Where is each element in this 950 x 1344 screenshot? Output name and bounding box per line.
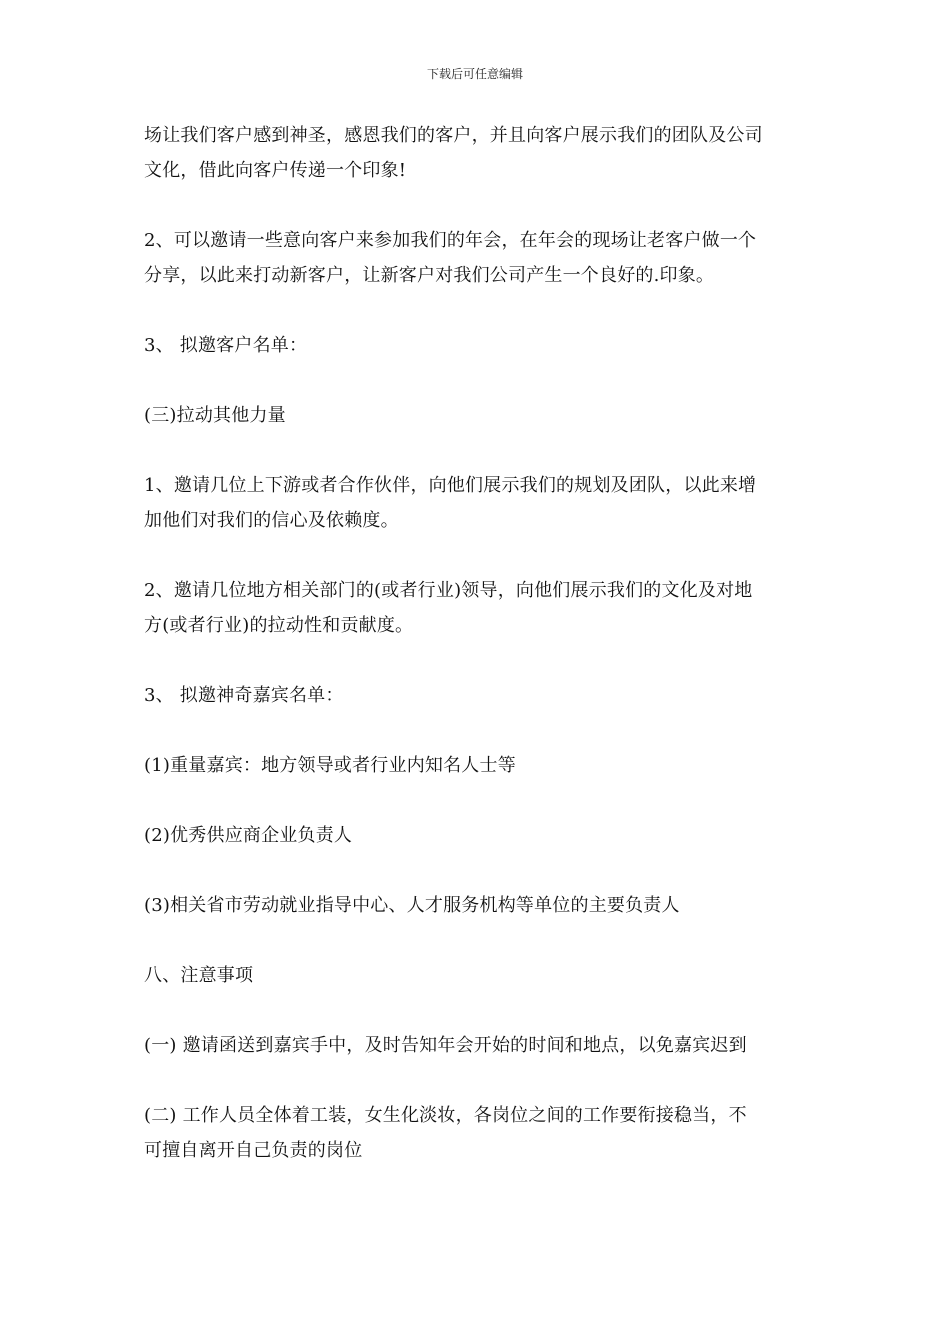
paragraph-7 [144,678,808,713]
text-line: (二) 工作人员全体着工装，女生化淡妆，各岗位之间的工作要衔接稳当，不 [144,1105,747,1126]
paragraph-3 [144,328,808,363]
text-line: 可擅自离开自己负责的岗位 [144,1140,363,1161]
text-line: 场让我们客户感到神圣，感恩我们的客户，并且向客户展示我们的团队及公司 [144,125,763,146]
text-line: 八、注意事项 [144,965,254,986]
text-line: 1、邀请几位上下游或者合作伙伴，向他们展示我们的规划及团队，以此来增 [144,475,757,496]
text-line: 分享，以此来打动新客户，让新客户对我们公司产生一个良好的.印象。 [144,265,715,286]
page-header: 下载后可任意编辑 [426,67,523,81]
notice-item-2 [144,1098,808,1168]
text-line: (三)拉动其他力量 [144,405,286,426]
guest-item-2 [144,818,808,853]
paragraph-1 [144,118,808,188]
text-line: (一) 邀请函送到嘉宾手中，及时告知年会开始的时间和地点，以免嘉宾迟到 [144,1035,747,1056]
text-line: (2)优秀供应商企业负责人 [144,825,353,846]
text-line: 方(或者行业)的拉动性和贡献度。 [144,615,414,636]
text-line: 3、 拟邀客户名单： [144,335,308,356]
paragraph-2 [144,223,808,293]
text-line: 3、 拟邀神奇嘉宾名单： [144,685,344,706]
text-line: (3)相关省市劳动就业指导中心、人才服务机构等单位的主要负责人 [144,895,680,916]
text-line: 文化，借此向客户传递一个印象! [144,160,407,181]
text-line: 加他们对我们的信心及依赖度。 [144,510,399,531]
document-body [144,118,808,1168]
paragraph-6 [144,573,808,643]
paragraph-5 [144,468,808,538]
section-heading [144,958,808,993]
guest-item-1 [144,748,808,783]
text-line: 2、邀请几位地方相关部门的(或者行业)领导，向他们展示我们的文化及对地 [144,580,753,601]
guest-item-3 [144,888,808,923]
section-heading [144,398,808,433]
notice-item-1 [144,1028,808,1063]
text-line: (1)重量嘉宾：地方领导或者行业内知名人士等 [144,755,516,776]
text-line: 2、可以邀请一些意向客户来参加我们的年会，在年会的现场让老客户做一个 [144,230,757,251]
